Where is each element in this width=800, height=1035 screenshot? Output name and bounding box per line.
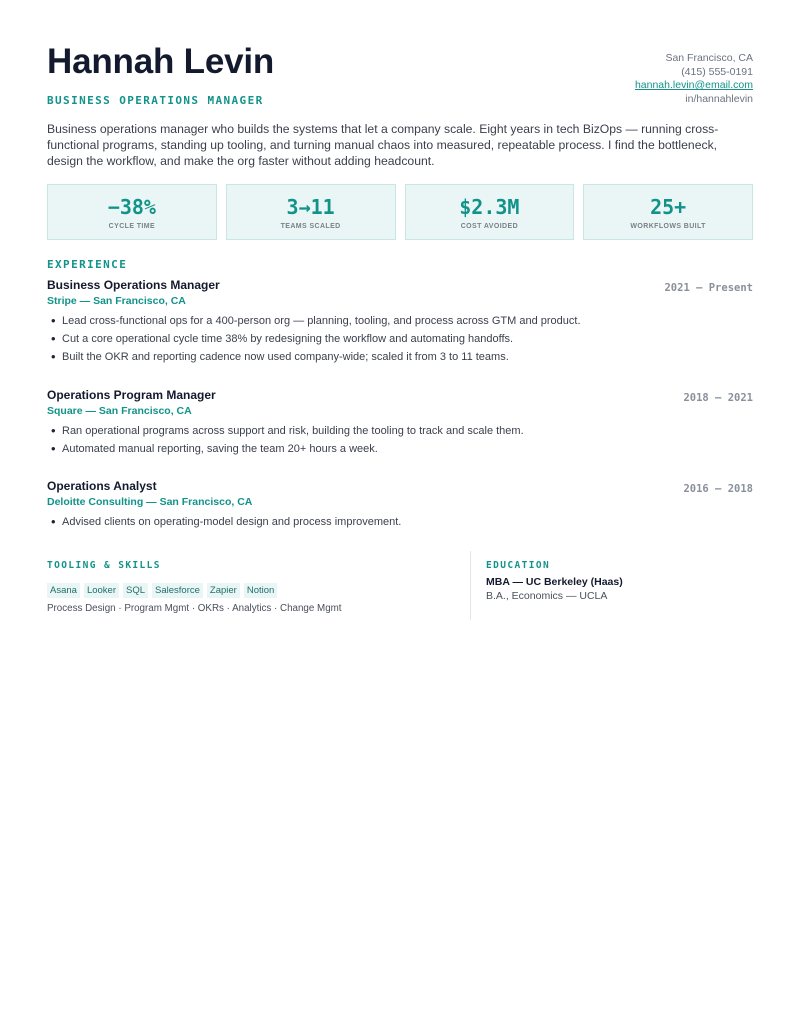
job-bullet: • Cut a core operational cycle time 38% by redesigning the workflow and automating handoffs.: [47, 330, 753, 348]
degree-primary: MBA — UC Berkeley (Haas): [486, 576, 623, 588]
job-title: Operations Program Manager: [47, 388, 216, 402]
education-heading: EDUCATION: [486, 560, 551, 571]
job-entry: [47, 479, 753, 531]
degree-secondary: B.A., Economics — UCLA: [486, 590, 608, 602]
contact-linkedin: in/hannahlevin: [685, 92, 753, 105]
stat-label: COST AVOIDED: [460, 223, 519, 230]
job-bullet: • Advised clients on operating-model design and process improvement.: [47, 513, 753, 531]
stats-row: [47, 184, 753, 240]
experience-heading: EXPERIENCE: [47, 258, 128, 271]
stat-label: CYCLE TIME: [108, 223, 156, 230]
candidate-role: BUSINESS OPERATIONS MANAGER: [47, 94, 264, 107]
skill-tag: Asana: [47, 583, 80, 598]
job-bullet: • Automated manual reporting, saving the team 20+ hours a week.: [47, 440, 753, 458]
skill-tag: Salesforce: [152, 583, 203, 598]
job-company: Deloitte Consulting — San Francisco, CA: [47, 496, 253, 508]
job-entry: [47, 278, 753, 366]
stat-card: [226, 184, 396, 240]
job-bullet: • Lead cross-functional ops for a 400-person org — planning, tooling, and process across GTM and product.: [47, 312, 753, 330]
contact-block: [635, 52, 753, 106]
column-divider: [470, 551, 471, 620]
stat-label: WORKFLOWS BUILT: [630, 223, 706, 230]
education-section: [486, 560, 623, 603]
job-dates: 2016 — 2018: [683, 483, 753, 495]
job-dates: 2018 — 2021: [683, 392, 753, 404]
skill-tag: Zapier: [207, 583, 240, 598]
skills-heading: TOOLING & SKILLS: [47, 560, 161, 571]
skill-tag: Notion: [244, 583, 277, 598]
summary-paragraph: Business operations manager who builds the systems that let a company scale. Eight years in tech BizOps — running cross-functional programs, standing up tooling, and turning manual chaos into measured, repeatable process. I find the bottleneck, design the workflow, and make the org faster without adding headcount.: [47, 122, 719, 168]
candidate-name: Hannah Levin: [47, 42, 275, 81]
skill-tag: Looker: [84, 583, 119, 598]
resume-header: [47, 0, 753, 118]
stat-card: [47, 184, 217, 240]
job-bullet: • Built the OKR and reporting cadence now used company-wide; scaled it from 3 to 11 teams.: [47, 348, 753, 366]
stat-value: 25+: [650, 195, 687, 219]
job-bullets: [47, 513, 753, 531]
job-dates: 2021 — Present: [664, 282, 753, 294]
contact-phone: (415) 555-0191: [681, 65, 753, 78]
stat-value: $2.3M: [459, 195, 520, 219]
job-bullets: [47, 422, 753, 458]
job-entry: [47, 388, 753, 458]
contact-location: San Francisco, CA: [665, 52, 753, 64]
job-company: Stripe — San Francisco, CA: [47, 295, 186, 307]
job-company: Square — San Francisco, CA: [47, 405, 192, 417]
job-bullet: • Ran operational programs across support and risk, building the tooling to track and scale them.: [47, 422, 753, 440]
job-bullets: [47, 312, 753, 366]
skills-list: Process Design · Program Mgmt · OKRs · Analytics · Change Mgmt: [47, 603, 342, 614]
job-title: Business Operations Manager: [47, 278, 220, 292]
stat-label: TEAMS SCALED: [280, 223, 341, 230]
stat-card: [405, 184, 575, 240]
stat-value: −38%: [107, 195, 156, 219]
stat-value: 3→11: [286, 195, 335, 219]
job-title: Operations Analyst: [47, 479, 157, 493]
contact-email-link[interactable]: hannah.levin@email.com: [634, 79, 753, 91]
skills-section: [47, 560, 457, 614]
skill-tags: [47, 583, 457, 598]
skill-tag: SQL: [123, 583, 148, 598]
stat-card: [583, 184, 753, 240]
